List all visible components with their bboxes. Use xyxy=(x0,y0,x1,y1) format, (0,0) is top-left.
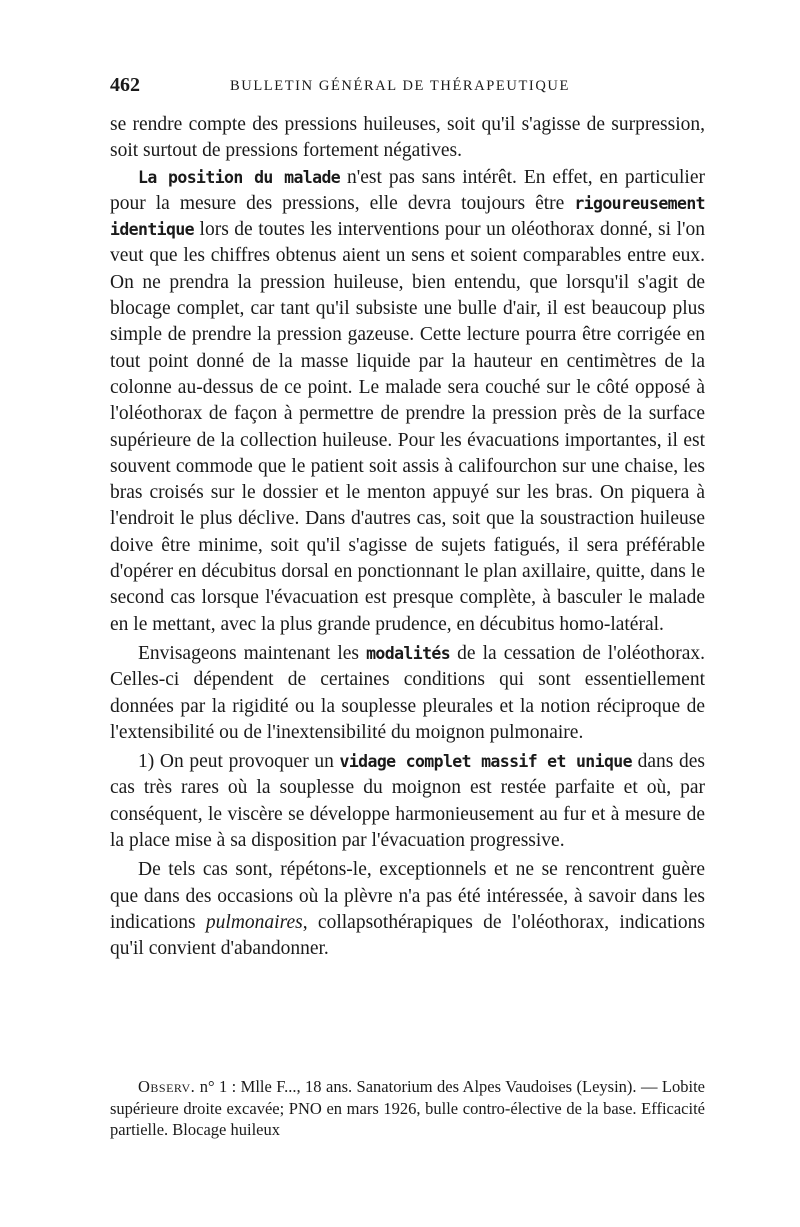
paragraph-5-part-2: , collapsothérapiques de l'oléothorax, indications qu'il convient d'abandonner. xyxy=(110,911,705,960)
paragraph-3-part-1: Envisageons maintenant les xyxy=(138,642,367,664)
observation-note xyxy=(110,1076,705,1141)
page-header xyxy=(110,74,705,104)
paragraph-3-part-2: de la cessation de l'oléothorax. Celles-ci dépendent de certaines conditions qui sont essentiellement données par la rigidité ou la souplesse pleurales et la notion réciproque de l'extensibilité ou de l'inextensibilité du moignon pulmonaire. xyxy=(110,642,705,743)
paragraph-1-text: se rendre compte des pressions huileuses, soit qu'il s'agisse de surpression, soit surtout de pressions fortement négatives. xyxy=(110,114,705,162)
paragraph-3 xyxy=(110,641,705,746)
paragraph-5-part-1: De tels cas sont, répétons-le, exceptionnels et ne se rencontrent guère que dans des occasions où la plèvre n'a pas été intéressée, à savoir dans les indications xyxy=(110,859,705,933)
body-text xyxy=(110,112,705,963)
observation-paragraph xyxy=(110,1076,705,1141)
emphasis-pulmonaires: pulmonaires xyxy=(205,911,303,933)
paragraph-2-part-1: n'est pas sans intérêt. En effet, en particulier pour la mesure des pressions, elle devra toujours être xyxy=(110,166,705,214)
paragraph-2-part-2: lors de toutes les interventions pour un oléothorax donné, si l'on veut que les chiffres obtenus aient un sens et soient comparables entre eux. On ne prendra la pression huileuse, bien entendu, que lorsqu'il s'agit de blocage complet, car tant qu'il subsiste une bulle d'air, il est beaucoup plus simple de prendre la pression gazeuse. Cette lecture pourra être corrigée en tout point donné de la masse liquide par la hauteur en centimètres de la colonne au-dessus de ce point. Le malade sera couché sur le côté opposé à l'oléothorax de façon à permettre de prendre la pression près de la surface supérieure de la collection huileuse. Pour les évacuations importantes, il est souvent commode que le patient soit assis à califourchon sur une chaise, les bras croisés sur le dossier et le menton appuyé sur les bras. On piquera à l'endroit le plus déclive. Dans d'autres cas, soit que la soustraction huileuse doive être minime, soit qu'il s'agisse de sujets fatigués, il sera préférable d'opérer en décubitus dorsal en ponctionnant le plan axillaire, quitte, dans le second cas lorsque l'évacuation est presque complète, à basculer le malade en le mettant, avec la plus grande prudence, en décubitus homo-latéral. xyxy=(110,219,705,635)
paragraph-5 xyxy=(110,857,705,962)
paragraph-4-part-2: dans des cas très rares où la souplesse du moignon est restée parfaite et où, par conséquent, le viscère se développe harmonieusement au fur et à mesure de la place mise à sa disposition par l'évacuation progressive. xyxy=(110,751,705,852)
paragraph-2 xyxy=(110,165,705,638)
page-number: 462 xyxy=(110,74,140,96)
observation-label: Observ. xyxy=(138,1077,196,1096)
paragraph-1 xyxy=(110,112,705,165)
paragraph-4 xyxy=(110,749,705,854)
emphasis-vidage: vidage complet massif et unique xyxy=(339,752,632,772)
running-head: BULLETIN GÉNÉRAL DE THÉRAPEUTIQUE xyxy=(230,78,570,94)
observation-text: n° 1 : Mlle F..., 18 ans. Sanatorium des Alpes Vaudoises (Leysin). — Lobite supérieure droite excavée; PNO en mars 1926, bulle contro-élective de la base. Efficacité partielle. Blocage huileux xyxy=(110,1077,705,1139)
emphasis-modalites: modalités xyxy=(366,643,451,663)
emphasis-identique: rigoureusement identique xyxy=(110,193,705,240)
position-heading: La position du malade xyxy=(138,167,341,187)
paragraph-4-part-1: 1) On peut provoquer un xyxy=(138,751,340,773)
